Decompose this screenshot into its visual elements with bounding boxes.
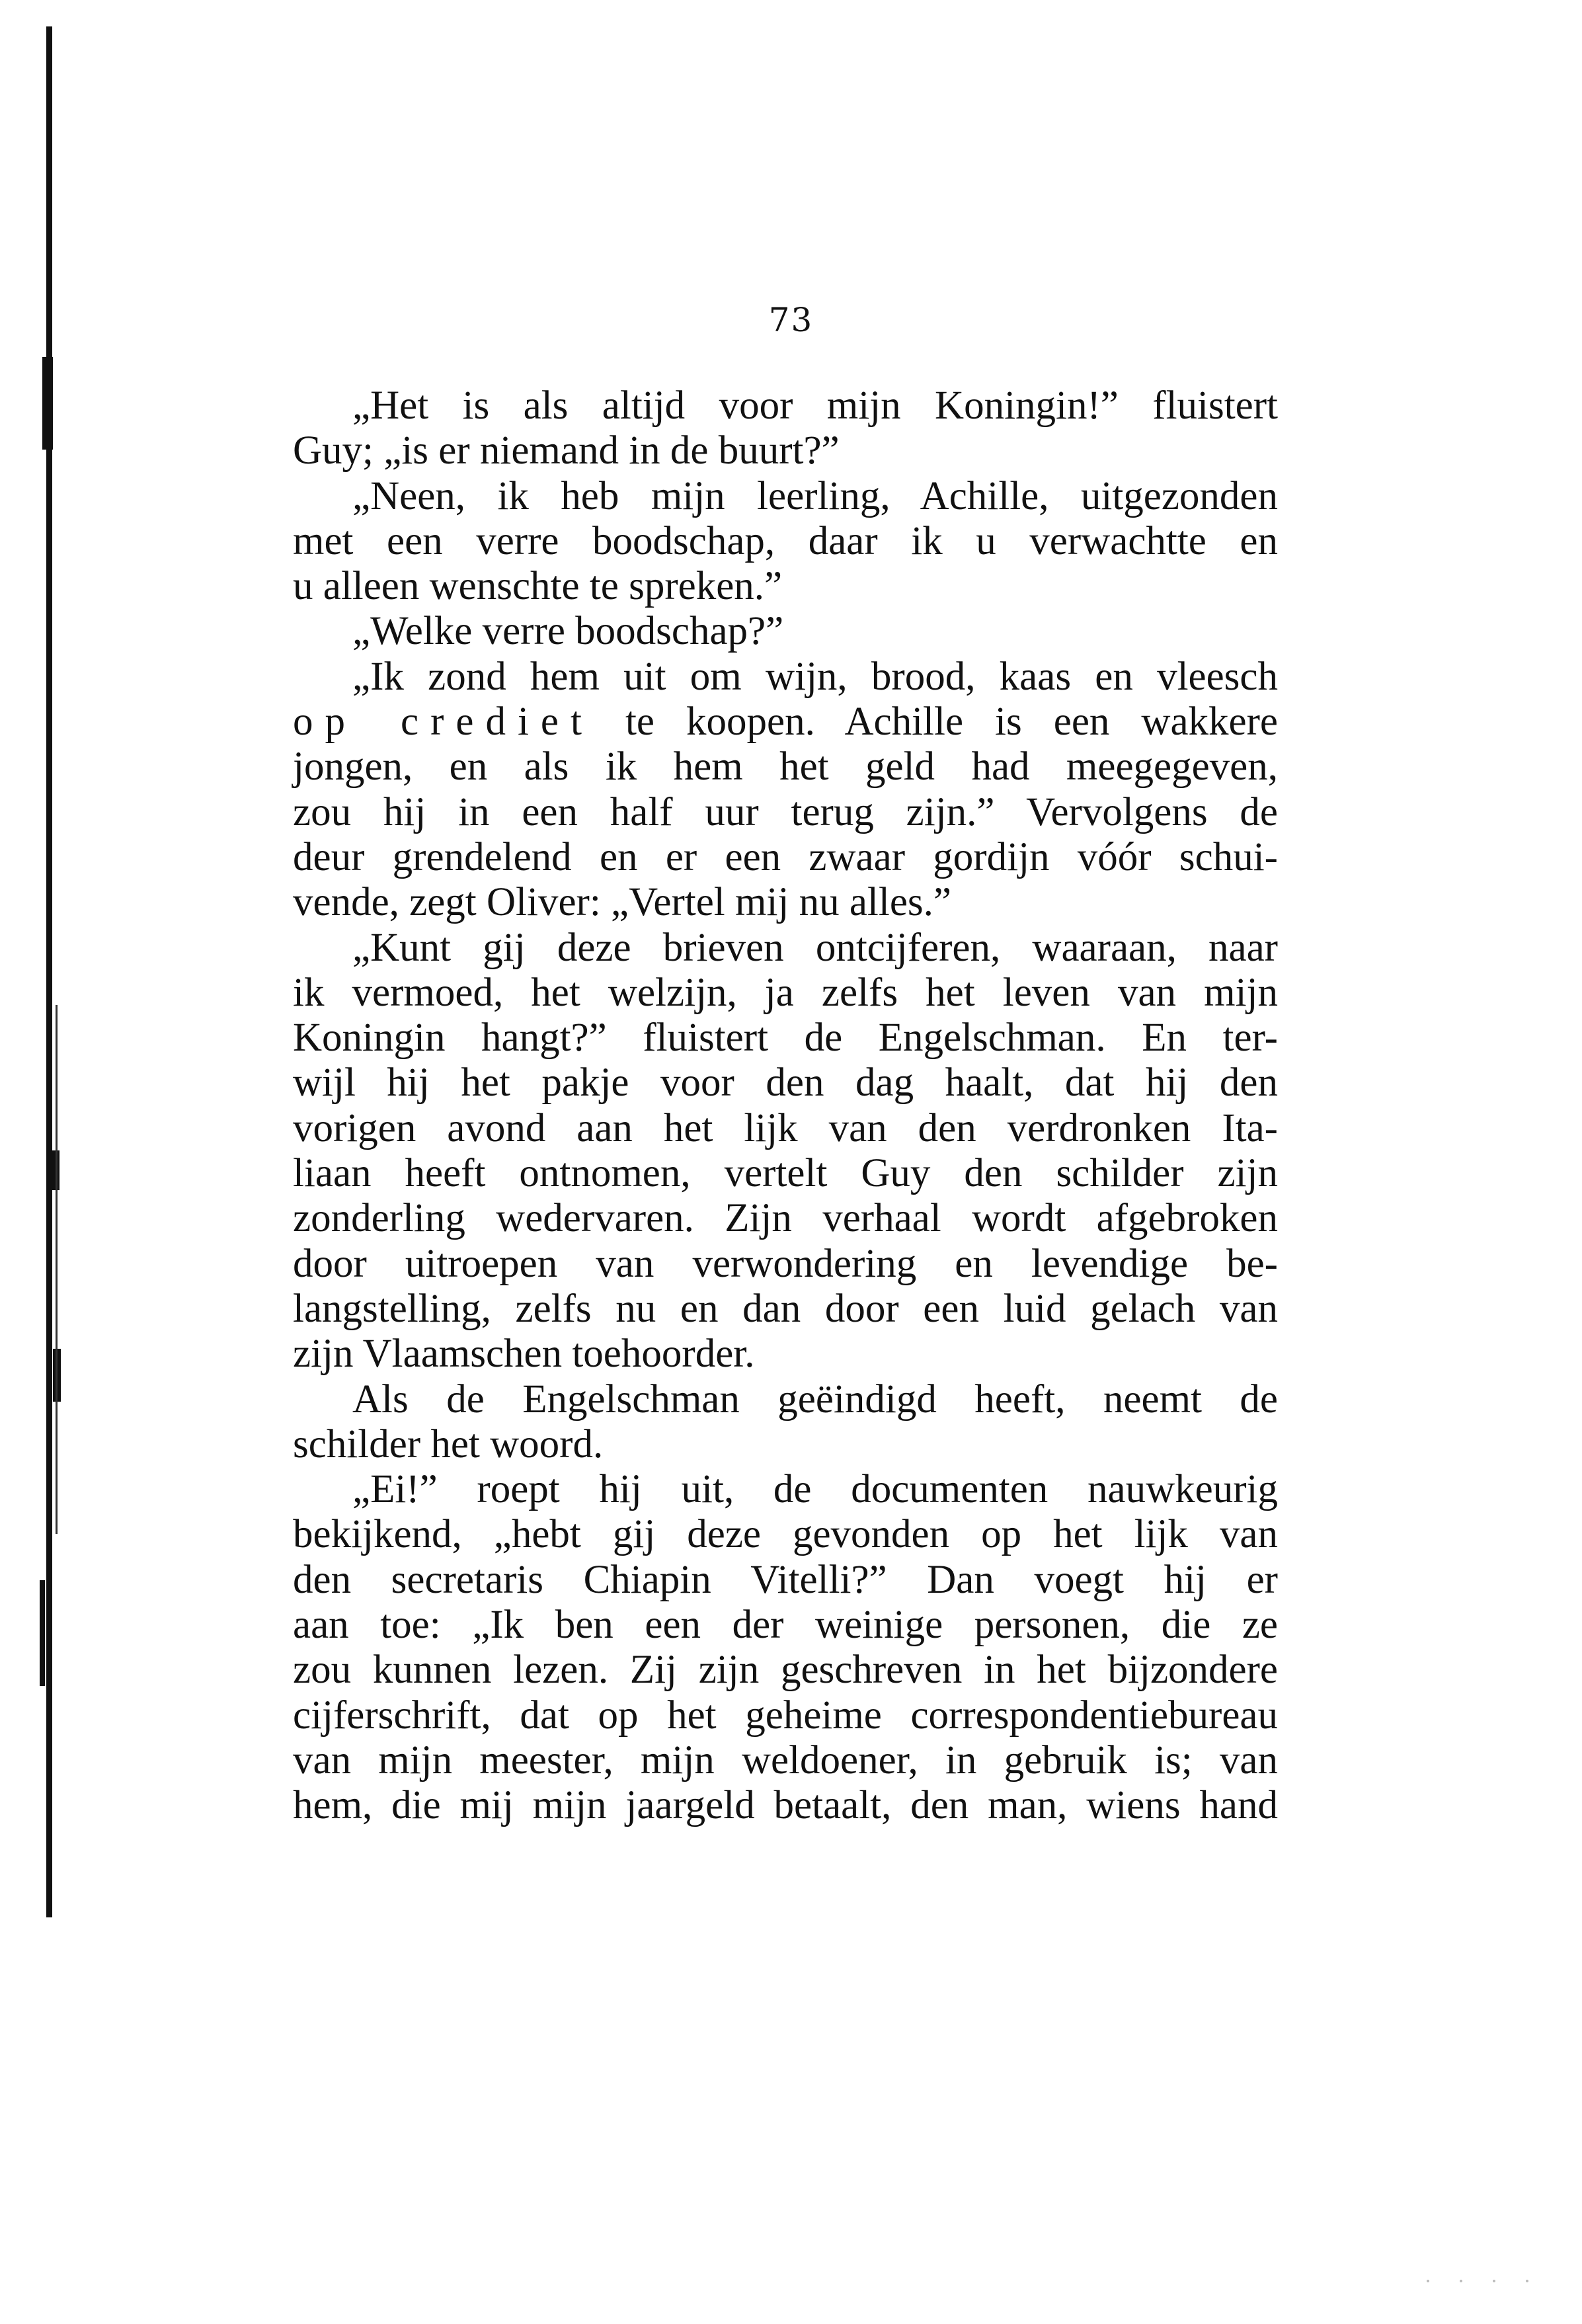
text-line-content: vende, zegt Oliver: „Vertel mij nu alles.”: [293, 880, 951, 925]
text-line: [293, 1061, 1278, 1105]
text-line-content: te koopen. Achille is een wakkere: [593, 700, 1278, 744]
text-line: [293, 519, 1278, 564]
text-line-content: „Kunt gij deze brieven ontcijferen, waaraan, naar: [352, 925, 1278, 970]
text-line: [293, 1648, 1278, 1693]
text-line: [293, 744, 1278, 789]
text-line-content: schilder het woord.: [293, 1422, 604, 1466]
text-line-content: zou hij in een half uur terug zijn.” Vervolgens de: [293, 789, 1278, 834]
text-line-content: „Ei!” roept hij uit, de documenten nauwkeurig: [352, 1467, 1278, 1512]
text-line-content: „Welke verre boodschap?”: [352, 609, 784, 654]
page-number: 73: [768, 301, 814, 339]
text-line-content: jongen, en als ik hem het geld had meegegeven,: [293, 744, 1278, 789]
text-line: [293, 1016, 1278, 1061]
text-line-content: door uitroepen van verwondering en levendige be-: [293, 1241, 1278, 1286]
text-line-content: met een verre boodschap, daar ik u verwachtte en: [293, 518, 1278, 563]
text-line: [293, 1422, 1278, 1467]
text-line: [293, 700, 1278, 744]
text-line: [293, 790, 1278, 835]
text-line-content: „Neen, ik heb mijn leerling, Achille, uitgezonden: [352, 473, 1278, 518]
text-line-content: bekijkend, „hebt gij deze gevonden op het lijk van: [293, 1512, 1278, 1557]
text-line: [293, 1783, 1278, 1828]
text-line: [293, 609, 1278, 654]
text-line: [293, 971, 1278, 1016]
text-line: [293, 1603, 1278, 1648]
text-line: [293, 383, 1278, 428]
text-line: [293, 1332, 1278, 1377]
text-line-content: langstelling, zelfs nu en dan door een luid gelach van: [293, 1286, 1278, 1331]
spaced-emphasis: op crediet: [293, 700, 594, 744]
text-line-content: liaan heeft ontnomen, vertelt Guy den schilder zijn: [293, 1151, 1278, 1196]
text-line-content: ik vermoed, het welzijn, ja zelfs het leven van mijn: [293, 970, 1278, 1015]
text-line: [293, 428, 1278, 473]
text-line-content: wijl hij het pakje voor den dag haalt, dat hij den: [293, 1061, 1278, 1105]
text-line-content: Koningin hangt?” fluistert de Engelschman. En ter-: [293, 1016, 1278, 1061]
text-line: [293, 1242, 1278, 1287]
text-line: [293, 1558, 1278, 1603]
text-line: [293, 1151, 1278, 1196]
text-line-content: den secretaris Chiapin Vitelli?” Dan voegt hij er: [293, 1557, 1278, 1602]
text-line-content: vorigen avond aan het lijk van den verdronken Ita-: [293, 1105, 1278, 1150]
text-line-content: zonderling wedervaren. Zijn verhaal wordt afgebroken: [293, 1196, 1278, 1241]
text-line-content: cijferschrift, dat op het geheime correspondentiebureau: [293, 1693, 1278, 1738]
text-line: [293, 926, 1278, 971]
text-line: [293, 1467, 1278, 1512]
text-line-content: zijn Vlaamschen toehoorder.: [293, 1332, 755, 1377]
text-line-content: „Ik zond hem uit om wijn, brood, kaas en vleesch: [352, 654, 1278, 699]
text-line: [293, 1738, 1278, 1783]
text-line: [293, 880, 1278, 925]
text-line: [293, 1106, 1278, 1151]
text-line: [293, 474, 1278, 519]
text-line: [293, 1512, 1278, 1557]
text-line-content: zou kunnen lezen. Zij zijn geschreven in het bijzondere: [293, 1648, 1278, 1693]
text-line-content: deur grendelend en er een zwaar gordijn vóór schui-: [293, 834, 1278, 879]
text-line-content: u alleen wenschte te spreken.”: [293, 564, 783, 609]
text-line: [293, 1196, 1278, 1241]
text-line: [293, 835, 1278, 880]
text-line-content: Als de Engelschman geëindigd heeft, neemt de: [352, 1377, 1278, 1422]
text-line-content: aan toe: „Ik ben een der weinige personen, die ze: [293, 1603, 1278, 1648]
scan-specks: [1421, 2274, 1554, 2288]
text-line: [293, 564, 1278, 609]
text-line: [293, 1287, 1278, 1332]
text-line: [293, 1377, 1278, 1422]
body-text: [293, 383, 1278, 1829]
text-line-content: van mijn meester, mijn weldoener, in gebruik is; van: [293, 1738, 1278, 1783]
text-line-content: „Het is als altijd voor mijn Koningin!” fluistert: [352, 383, 1278, 428]
text-line: [293, 655, 1278, 700]
text-line-content: Guy; „is er niemand in de buurt?”: [293, 428, 840, 473]
text-line: [293, 1693, 1278, 1738]
text-line-content: hem, die mij mijn jaargeld betaalt, den man, wiens hand: [293, 1783, 1278, 1828]
